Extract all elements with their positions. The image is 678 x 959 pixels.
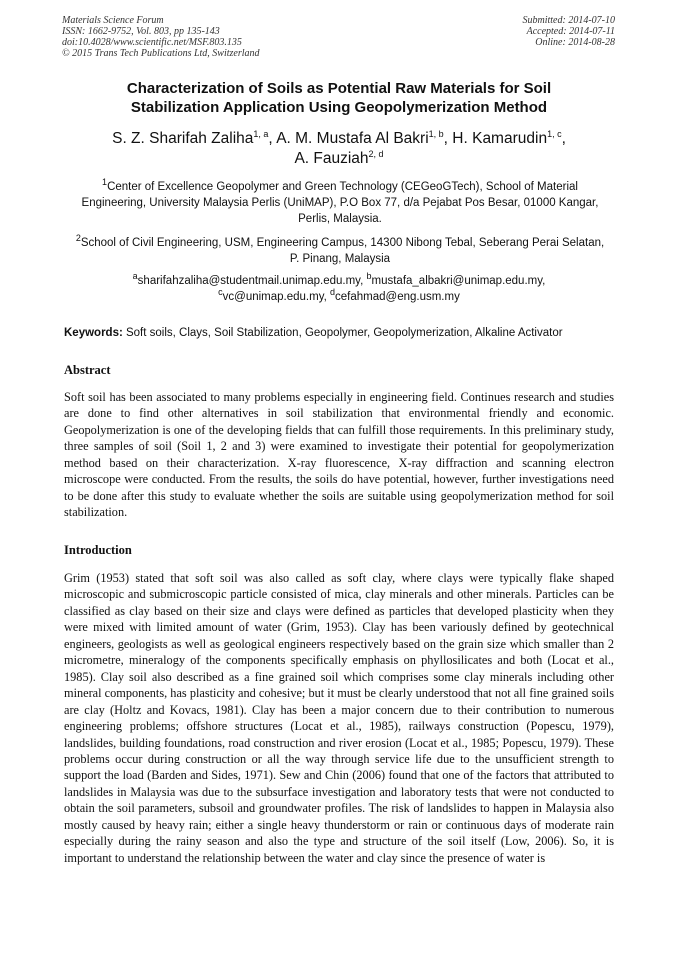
keywords-line [64,325,624,341]
author-superscript: 1, c [547,128,562,139]
affiliation-superscript: 2 [75,233,81,244]
keywords-label: Keywords: [64,327,123,339]
issn-line: ISSN: 1662-9752, Vol. 803, pp 135-143 [62,26,220,37]
abstract-heading: Abstract [64,363,111,377]
submitted-date: Submitted: 2014-07-10 [522,15,615,26]
email-superscript: c [218,287,223,298]
title-line-2: Stabilization Application Using Geopolymerization Method [130,99,548,116]
affiliation-1 [70,179,610,227]
journal-header [62,15,260,59]
dates-header [523,15,616,48]
affiliation-text: School of Civil Engineering, USM, Engineering Campus, 14300 Nibong Tebal, Seberang Perai Selatan, P. Pinang, Malaysia [80,237,605,265]
author-name: S. Z. Sharifah Zaliha [112,130,254,147]
copyright-line: © 2015 Trans Tech Publications Ltd, Switzerland [62,48,260,59]
email-address: cefahmad@eng.usm.my [335,291,460,303]
author-name: H. Kamarudin [452,130,548,147]
author-name: A. Fauziah [294,150,369,167]
online-date: Online: 2014-08-28 [535,37,615,48]
email-superscript: a [132,271,138,282]
journal-name: Materials Science Forum [62,15,164,26]
affiliation-superscript: 1 [102,177,108,188]
author-superscript: 2, d [368,148,384,159]
title-line-1: Characterization of Soils as Potential Raw Materials for Soil [126,80,552,97]
introduction-heading: Introduction [64,543,132,557]
keywords-text: Soft soils, Clays, Soil Stabilization, Geopolymer, Geopolymerization, Alkaline Activator [122,327,563,339]
author-superscript: 1, a [253,128,269,139]
email-superscript: d [330,287,336,298]
abstract-text: Soft soil has been associated to many problems especially in engineering field. Continues research and studies are done to find other alternatives in soil stabilization that environmental friendly and economic. Geopolymerization is one of the developing fields that can fulfill those requirements. In this preliminary study, three samples of soil (Soil 1, 2 and 3) were examined to investigate their potential for geopolymerization method based on their characterization. X-ray fluorescence, X-ray diffraction and scanning electron microscope were conducted. From the results, the soils do have potential, however, further investigations need to be done after this study to evaluate whether the soils are suitable using geopolymerization method for soil stabilization. [64,390,614,520]
email-address: vc@unimap.edu.my, [222,291,330,303]
email-address: mustafa_albakri@unimap.edu.my, [371,275,546,287]
affiliation-2 [70,235,610,267]
paper-title [62,79,616,117]
author-list: S. Z. Sharifah Zaliha$^{1, a}$, A. M. Mustafa Al Bakri$^{1, b}$, H. Kamarudin$^{1, c}$, A. Fauziah$^{2, d}$ [112,128,566,167]
author-superscript: 1, b [428,128,444,139]
email-superscript: b [366,271,372,282]
author-emails [62,273,616,305]
accepted-date: Accepted: 2014-07-11 [526,26,615,37]
doi-line: doi:10.4028/www.scientific.net/MSF.803.135 [62,37,242,48]
author-name: A. M. Mustafa Al Bakri [276,130,429,147]
introduction-text: Grim (1953) stated that soft soil was also called as soft clay, where clays were typically flake shaped microscopic and submicroscopic particle consisted of mica, clay minerals and other minerals. Particles can be classified as clay based on their size and clays were defined as particles that developed plasticity when they were mixed with limited amount of water (Grim, 1953). Clay has been variously defined by geotechnical engineers, geologists as well as geological engineers respectively based on the grain size which smaller than 2 micrometre, mineralogy of the components specifically emphasis on phyllosilicates and both (Locat et al., 1985). Clay soil also described as a fine grained soil which comprises some clay minerals including other mineral components, has plasticity and cohesive; but it must be clearly understood that not all fine grained soils are clay (Holtz and Kovacs, 1981). Clay has been a major concern due to their contribution to numerous engineering problems; offshore structures (Locat et al., 1985), railways construction (Popescu, 1979), landslides, building foundations, road construction and river erosion (Locat et al., 1985; Popescu, 1979). These problems occur during construction or all the way through service life due to the unsufficient strength to support the load (Barden and Sides, 1971). Sew and Chin (2006) found that one of the factors that attributed to landslides in Malaysia was due to the subsurface investigation and laboratory tests that were not conducted to obtain the soil parameters, subsoil and groundwater profiles. The risk of landslides to happen in Malaysia also mostly caused by heavy rain; either a single heavy thunderstorm or rain or continuous days of moderate rain especially during the rainy season and also the type and structure of the soil itself (Low, 2006). So, it is important to understand the relationship between the water and clay since the presence of water is [64,571,614,865]
affiliation-text: Center of Excellence Geopolymer and Green Technology (CEGeoGTech), School of Material Engineering, University Malaysia Perlis (UniMAP), P.O Box 77, d/a Pejabat Pos Besar, 01000 Kangar, Perlis, Malaysia. [81,181,599,225]
email-address: sharifahzaliha@studentmail.unimap.edu.my, [137,275,367,287]
